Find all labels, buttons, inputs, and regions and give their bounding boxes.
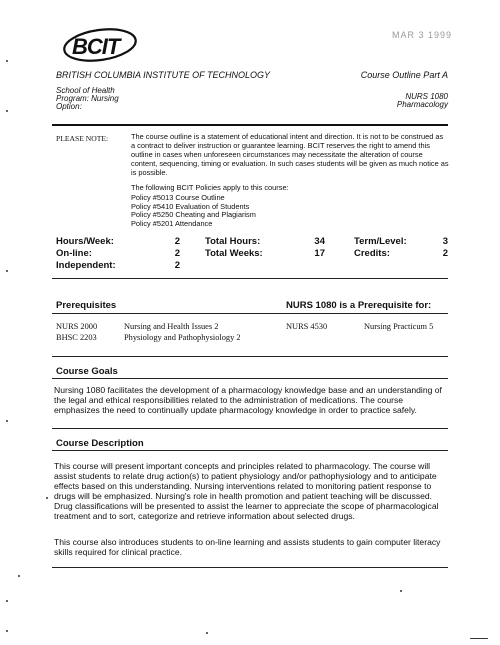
credits-label: Credits: bbox=[354, 248, 390, 259]
course-description-paragraph: This course also introduces students to on-line learning and assists students to gain computer literacy skills required for clinical practice. bbox=[54, 537, 441, 557]
policy-item: Policy #5201 Attendance bbox=[131, 218, 213, 228]
total-hours-value: 34 bbox=[314, 236, 325, 247]
prereq-for-code: NURS 4530 bbox=[286, 322, 328, 331]
course-description-heading: Course Description bbox=[56, 438, 144, 449]
scan-speck bbox=[470, 638, 488, 639]
prereq-code: NURS 2000 bbox=[56, 322, 98, 331]
divider bbox=[52, 450, 448, 451]
online-label: On-line: bbox=[56, 248, 92, 259]
divider bbox=[52, 378, 448, 379]
option-label: Option: bbox=[56, 102, 82, 111]
policy-item: Policy #5250 Cheating and Plagiarism bbox=[131, 210, 256, 219]
hours-week-label: Hours/Week: bbox=[56, 236, 114, 247]
prereq-title: Physiology and Pathophysiology 2 bbox=[124, 333, 241, 342]
program-name: Program: Nursing bbox=[56, 94, 119, 103]
scan-speck bbox=[6, 60, 8, 62]
scan-speck bbox=[18, 575, 20, 577]
scan-speck bbox=[400, 590, 402, 592]
divider bbox=[52, 356, 448, 357]
total-hours-label: Total Hours: bbox=[205, 236, 261, 247]
school-name: School of Health bbox=[56, 86, 115, 95]
logo-text: BCIT bbox=[72, 34, 120, 59]
total-weeks-label: Total Weeks: bbox=[205, 248, 263, 259]
scan-speck bbox=[6, 420, 8, 422]
prerequisites-heading: Prerequisites bbox=[56, 300, 117, 311]
scan-speck bbox=[6, 110, 8, 112]
policy-item: Policy #5013 Course Outline bbox=[131, 193, 225, 202]
divider bbox=[52, 124, 448, 126]
course-goals-text: Nursing 1080 facilitates the development of a pharmacology knowledge base and an understanding of the legal and ethical responsibilities related to the administration of medications. The course emphasizes the need to continually update pharmacology knowledge in order to practice safely. bbox=[54, 385, 442, 415]
received-stamp: MAR 3 1999 bbox=[392, 30, 453, 40]
hours-week-value: 2 bbox=[174, 236, 180, 247]
divider bbox=[52, 313, 448, 314]
total-weeks-value: 17 bbox=[314, 248, 325, 259]
independent-value: 2 bbox=[174, 260, 180, 271]
prerequisite-for-heading: NURS 1080 is a Prerequisite for: bbox=[286, 300, 432, 311]
prereq-code: BHSC 2203 bbox=[56, 333, 97, 342]
course-description-paragraph: This course will present important concepts and principles related to pharmacology. The course will assist students to relate drug action(s) to patient physiology and/or pathophysiology and to anticipate effects based on this understanding. Nursing interventions related to monitoring patient response to drugs will be emphasized. Nursing's role in health promotion and patient teaching will be discussed. Drug classifications will be presented to assist the learner to appreciate the scope of pharmacological treatment and to sort, categorize and retrieve information about selected drugs. bbox=[54, 461, 439, 521]
doc-type: Course Outline Part A bbox=[360, 70, 448, 80]
divider bbox=[52, 278, 448, 279]
please-note-text: The course outline is a statement of educational intent and direction. It is not to be construed as a contract to deliver instruction or guarantee learning. BCIT reserves the right to amend this outline in cases when unforeseen circumstances may necessitate the alteration of course content, sequencing, timing or evaluation. In such cases students will be given as much notice as is possible. bbox=[131, 132, 449, 177]
prereq-for-title: Nursing Practicum 5 bbox=[364, 322, 434, 331]
scan-speck bbox=[6, 630, 8, 632]
scan-speck bbox=[46, 497, 48, 499]
credits-value: 2 bbox=[442, 248, 448, 259]
scan-speck bbox=[6, 600, 8, 602]
course-code: NURS 1080 bbox=[405, 92, 448, 101]
term-level-label: Term/Level: bbox=[354, 236, 407, 247]
independent-label: Independent: bbox=[56, 260, 116, 271]
scan-speck bbox=[6, 270, 8, 272]
divider bbox=[52, 428, 448, 429]
term-level-value: 3 bbox=[442, 236, 448, 247]
policy-item: Policy #5410 Evaluation of Students bbox=[131, 201, 250, 211]
course-title: Pharmacology bbox=[396, 100, 448, 109]
bcit-logo bbox=[56, 24, 140, 66]
course-goals-heading: Course Goals bbox=[56, 366, 118, 377]
prereq-title: Nursing and Health Issues 2 bbox=[124, 322, 219, 331]
institute-name: BRITISH COLUMBIA INSTITUTE OF TECHNOLOGY bbox=[56, 70, 271, 80]
policies-intro: The following BCIT Policies apply to this course: bbox=[131, 183, 289, 192]
please-note-label: PLEASE NOTE: bbox=[56, 134, 109, 143]
online-value: 2 bbox=[174, 248, 180, 259]
divider bbox=[52, 567, 448, 568]
scan-speck bbox=[206, 632, 208, 634]
